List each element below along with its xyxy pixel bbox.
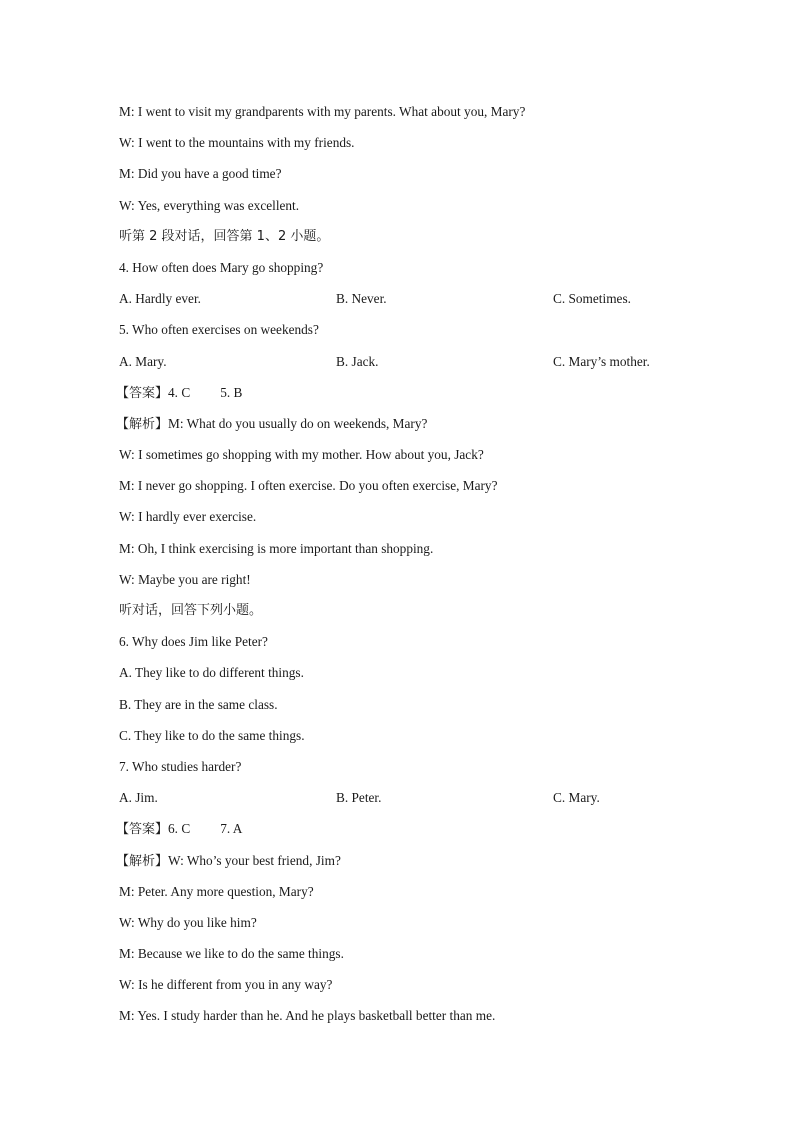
dialog-line: M: Because we like to do the same things. [119, 946, 344, 962]
answer-line [116, 818, 739, 849]
dialog-line: M: Did you have a good time? [119, 166, 282, 182]
dialog-line: W: I went to the mountains with my friends. [119, 135, 355, 151]
dialog-line: W: Who’s your best friend, Jim? [168, 852, 341, 868]
answer-value: 4. C [168, 384, 191, 400]
option-c: C. They like to do the same things. [119, 727, 305, 743]
option-a: A. Hardly ever. [119, 291, 201, 307]
option-c: C. Mary. [553, 790, 600, 806]
answer-value: 5. B [220, 384, 243, 400]
answer-value: 7. A [220, 821, 243, 837]
dialog-line: M: Yes. I study harder than he. And he plays basketball better than me. [119, 1008, 496, 1024]
analysis-tag: 【解析】 [116, 416, 169, 432]
option-a: A. Mary. [119, 353, 167, 369]
option-b: B. Never. [336, 291, 387, 307]
question-6: 6. Why does Jim like Peter? [119, 634, 268, 650]
dialog-line: W: I hardly ever exercise. [119, 509, 257, 525]
dialog-line: M: I went to visit my grandparents with my parents. What about you, Mary? [119, 104, 526, 119]
option-a: A. They like to do different things. [119, 665, 304, 681]
document-content [116, 101, 739, 1037]
dialog-line: W: Why do you like him? [119, 914, 257, 930]
dialog-line: W: Maybe you are right! [119, 571, 251, 587]
option-a: A. Jim. [119, 790, 158, 806]
option-b: B. They are in the same class. [119, 696, 278, 712]
question-7: 7. Who studies harder? [119, 758, 242, 774]
question-7-options [119, 787, 739, 818]
answer-value: 6. C [168, 821, 191, 837]
analysis-tag: 【解析】 [116, 853, 169, 869]
section-instruction: 听对话，回答下列小题。 [119, 603, 263, 618]
answer-tag: 【答案】 [116, 385, 169, 401]
option-b: B. Peter. [336, 790, 382, 806]
option-c: C. Mary’s mother. [553, 353, 650, 369]
dialog-line: M: Peter. Any more question, Mary? [119, 883, 314, 899]
dialog-line: M: I never go shopping. I often exercise. Do you often exercise, Mary? [119, 478, 498, 494]
dialog-line: W: I sometimes go shopping with my mother. How about you, Jack? [119, 447, 484, 463]
section-instruction: 听第 2 段对话，回答第 1、2 小题。 [119, 228, 330, 244]
question-4-options [119, 288, 739, 319]
analysis-line [116, 413, 739, 444]
dialog-line: M: Oh, I think exercising is more important than shopping. [119, 540, 434, 556]
option-c: C. Sometimes. [553, 291, 631, 307]
dialog-line: M: What do you usually do on weekends, Mary? [168, 415, 428, 431]
dialog-line: W: Is he different from you in any way? [119, 977, 333, 993]
question-5-options [119, 351, 739, 382]
dialog-line: W: Yes, everything was excellent. [119, 197, 300, 213]
option-b: B. Jack. [336, 353, 379, 369]
answer-tag: 【答案】 [116, 822, 169, 838]
answer-line [116, 382, 739, 413]
question-4: 4. How often does Mary go shopping? [119, 259, 324, 275]
question-5: 5. Who often exercises on weekends? [119, 322, 319, 338]
analysis-line [116, 850, 739, 881]
